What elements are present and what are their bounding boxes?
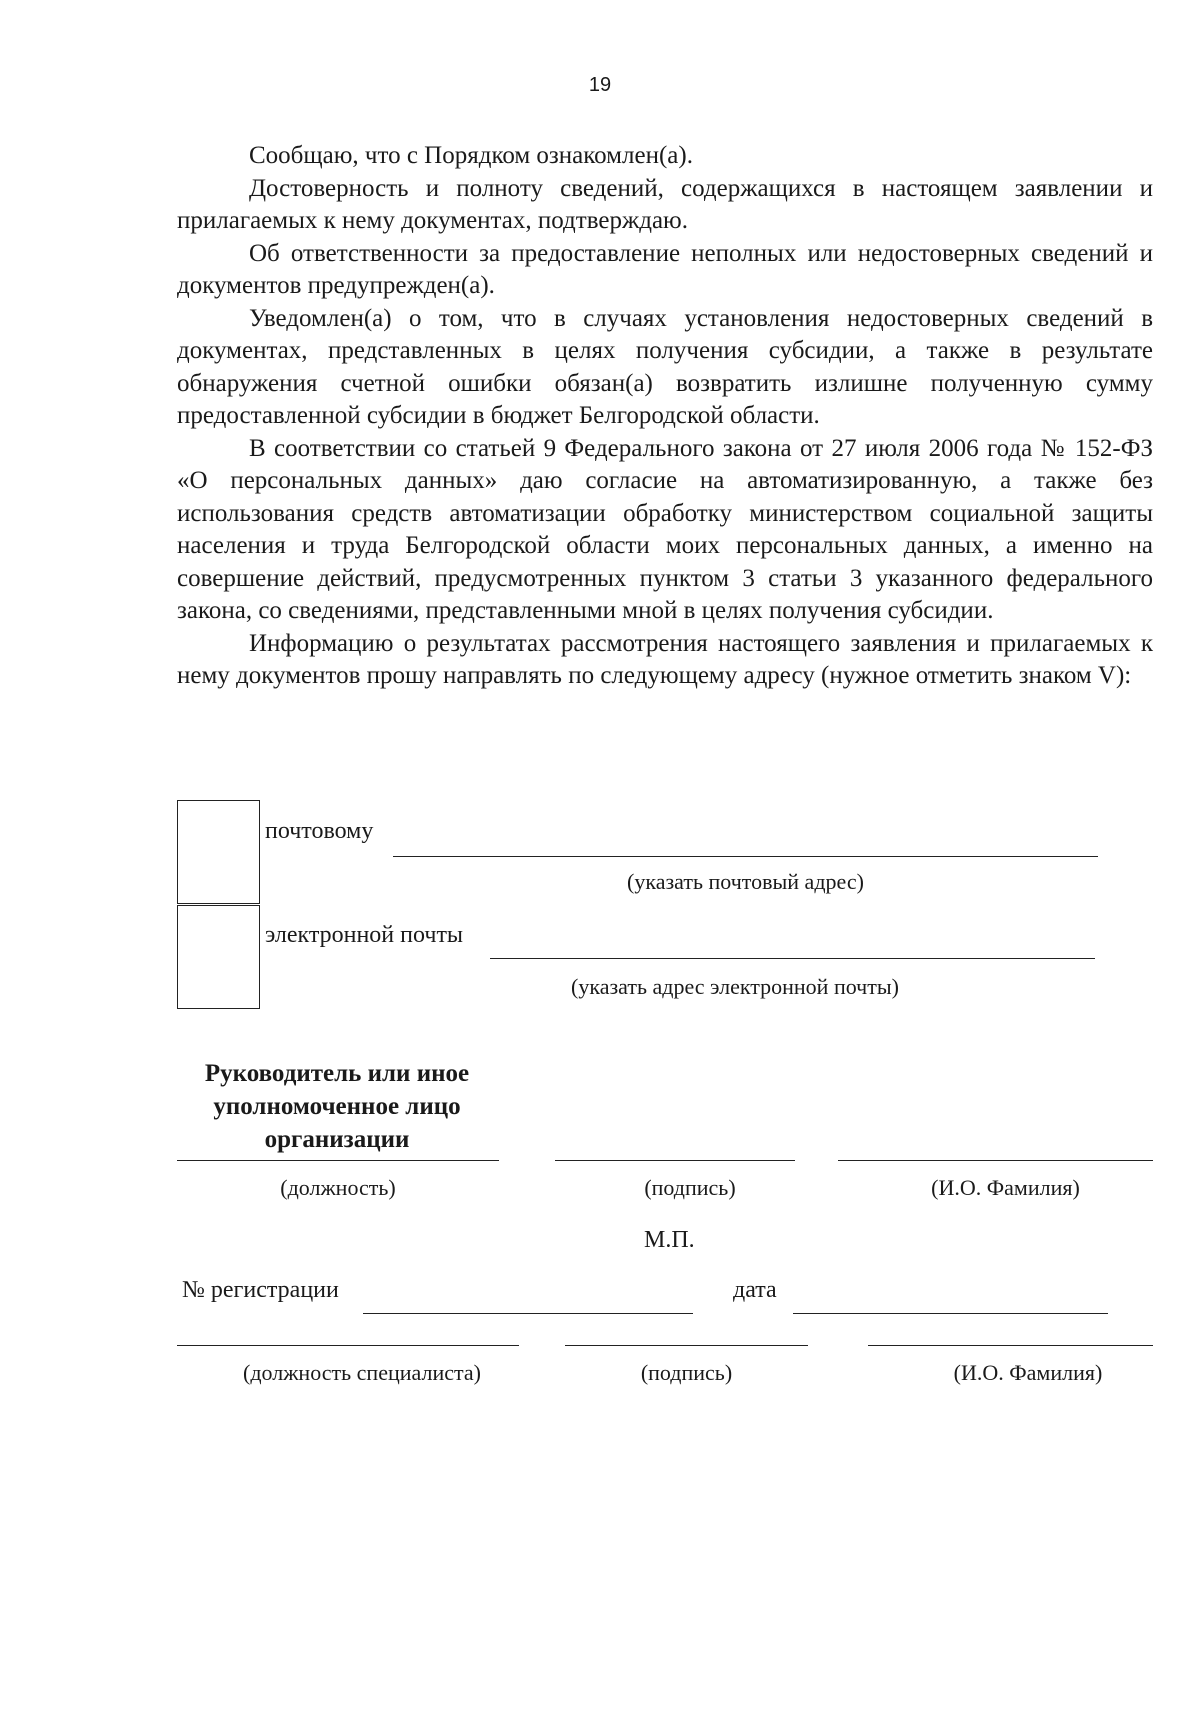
- signer-title-line: Руководитель или иное: [204, 1060, 470, 1087]
- date-label: дата: [733, 1277, 777, 1303]
- signer-title-line: организации: [264, 1126, 410, 1153]
- email-address-line[interactable]: [490, 958, 1095, 959]
- postal-address-line[interactable]: [393, 856, 1098, 857]
- specialist-name-caption: (И.О. Фамилия): [953, 1360, 1103, 1385]
- paragraph-responsibility: Об ответственности за предоставление неполных или недостоверных сведений и документов предупрежден(а).: [177, 239, 1153, 299]
- specialist-signature-line[interactable]: [565, 1345, 808, 1346]
- postal-address-hint: (указать почтовый адрес): [627, 869, 864, 894]
- signer-position-caption: (должность): [280, 1175, 396, 1200]
- postal-checkbox[interactable]: [177, 800, 260, 904]
- stamp-mark: М.П.: [644, 1227, 695, 1253]
- signer-name-caption: (И.О. Фамилия): [931, 1175, 1080, 1200]
- email-checkbox[interactable]: [177, 905, 260, 1009]
- statement-body: [177, 140, 1153, 693]
- postal-option-label: почтовому: [265, 818, 374, 844]
- specialist-position-caption: (должность специалиста): [243, 1360, 481, 1385]
- signer-position-line[interactable]: [177, 1160, 499, 1161]
- email-address-hint: (указать адрес электронной почты): [571, 974, 899, 999]
- registration-number-line[interactable]: [363, 1313, 693, 1314]
- paragraph-familiarized: Сообщаю, что с Порядком ознакомлен(а).: [249, 142, 693, 169]
- specialist-signature-caption: (подпись): [640, 1360, 733, 1385]
- specialist-name-line[interactable]: [868, 1345, 1153, 1346]
- signer-signature-caption: (подпись): [644, 1175, 736, 1200]
- registration-number-label: № регистрации: [182, 1277, 339, 1303]
- specialist-position-line[interactable]: [177, 1345, 519, 1346]
- date-line[interactable]: [793, 1313, 1108, 1314]
- signer-title: [177, 1057, 497, 1156]
- paragraph-delivery-request: Информацию о результатах рассмотрения настоящего заявления и прилагаемых к нему документов прошу направлять по следующему адресу (нужное отметить знаком V):: [177, 629, 1153, 689]
- paragraph-reliability: Достоверность и полноту сведений, содержащихся в настоящем заявлении и прилагаемых к нему документах, подтверждаю.: [177, 174, 1153, 234]
- signer-name-line[interactable]: [838, 1160, 1153, 1161]
- signer-title-line: уполномоченное лицо: [213, 1093, 461, 1120]
- page-number: 19: [588, 74, 612, 96]
- email-option-label: электронной почты: [265, 922, 464, 948]
- signer-signature-line[interactable]: [555, 1160, 795, 1161]
- paragraph-personal-data-consent: В соответствии со статьей 9 Федерального закона от 27 июля 2006 года № 152-ФЗ «О персональных данных» даю согласие на автоматизированную, а также без использования средств автоматизации обработку министерством социальной защиты населения и труда Белгородской области моих персональных данных, а именно на совершение действий, предусмотренных пунктом 3 статьи 3 указанного федерального закона, со сведениями, представленными мной в целях получения субсидии.: [177, 434, 1153, 624]
- paragraph-refund-obligation: Уведомлен(а) о том, что в случаях установления недостоверных сведений в документах, представленных в целях получения субсидии, а также в результате обнаружения счетной ошибки обязан(а) возвратить излишне полученную сумму предоставленной субсидии в бюджет Белгородской области.: [177, 304, 1153, 429]
